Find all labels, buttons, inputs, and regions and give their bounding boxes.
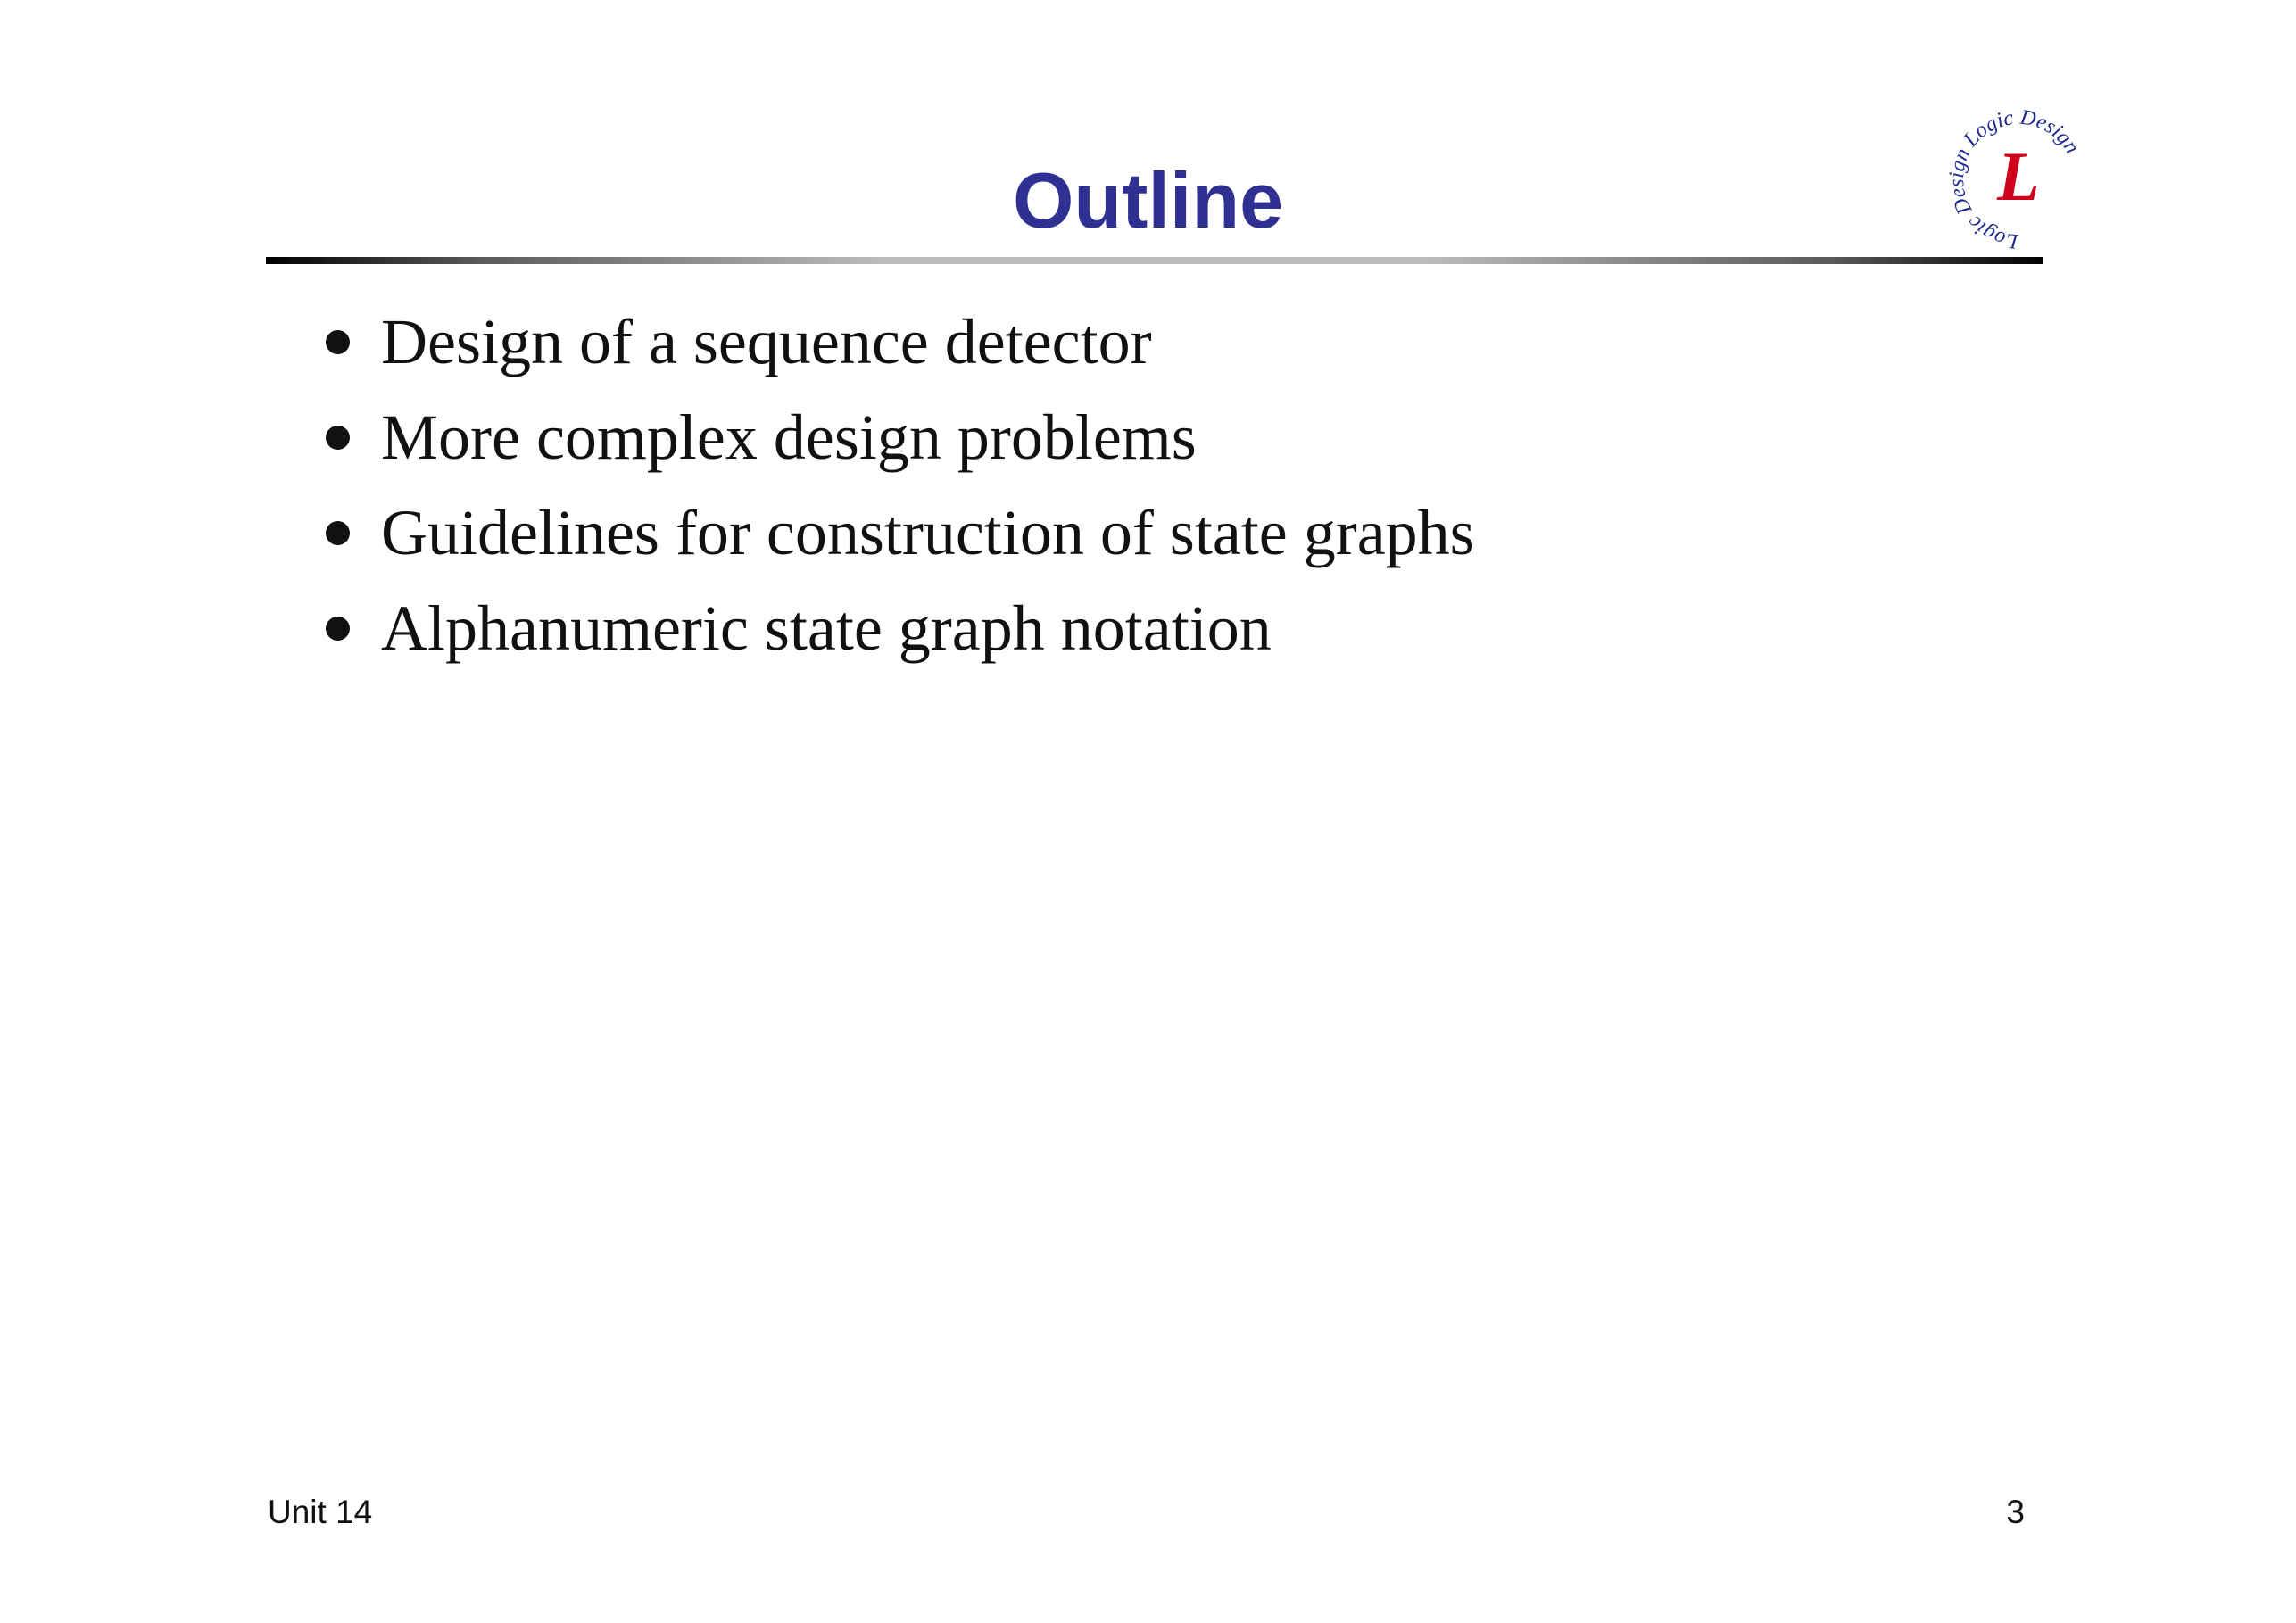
bullet-icon: [326, 330, 350, 354]
slide-title: Outline: [1012, 156, 1284, 244]
footer-unit-label: Unit 14: [268, 1494, 373, 1530]
title-divider: [266, 257, 2043, 264]
logic-design-logo: [1936, 107, 2101, 254]
bullet-icon: [326, 617, 350, 641]
bullet-text: Alphanumeric state graph notation: [381, 592, 1272, 664]
bullet-text: More complex design problems: [381, 402, 1197, 473]
bullet-text: Design of a sequence detector: [381, 306, 1152, 377]
logo-monogram: L: [1997, 137, 2040, 215]
bullet-icon: [326, 426, 350, 450]
page-number: 3: [2006, 1494, 2025, 1530]
logo-ring-text: Logic Design Logic Design: [1944, 107, 2085, 253]
bullet-icon: [326, 521, 350, 545]
bullet-text: Guidelines for construction of state graphs: [381, 497, 1475, 568]
